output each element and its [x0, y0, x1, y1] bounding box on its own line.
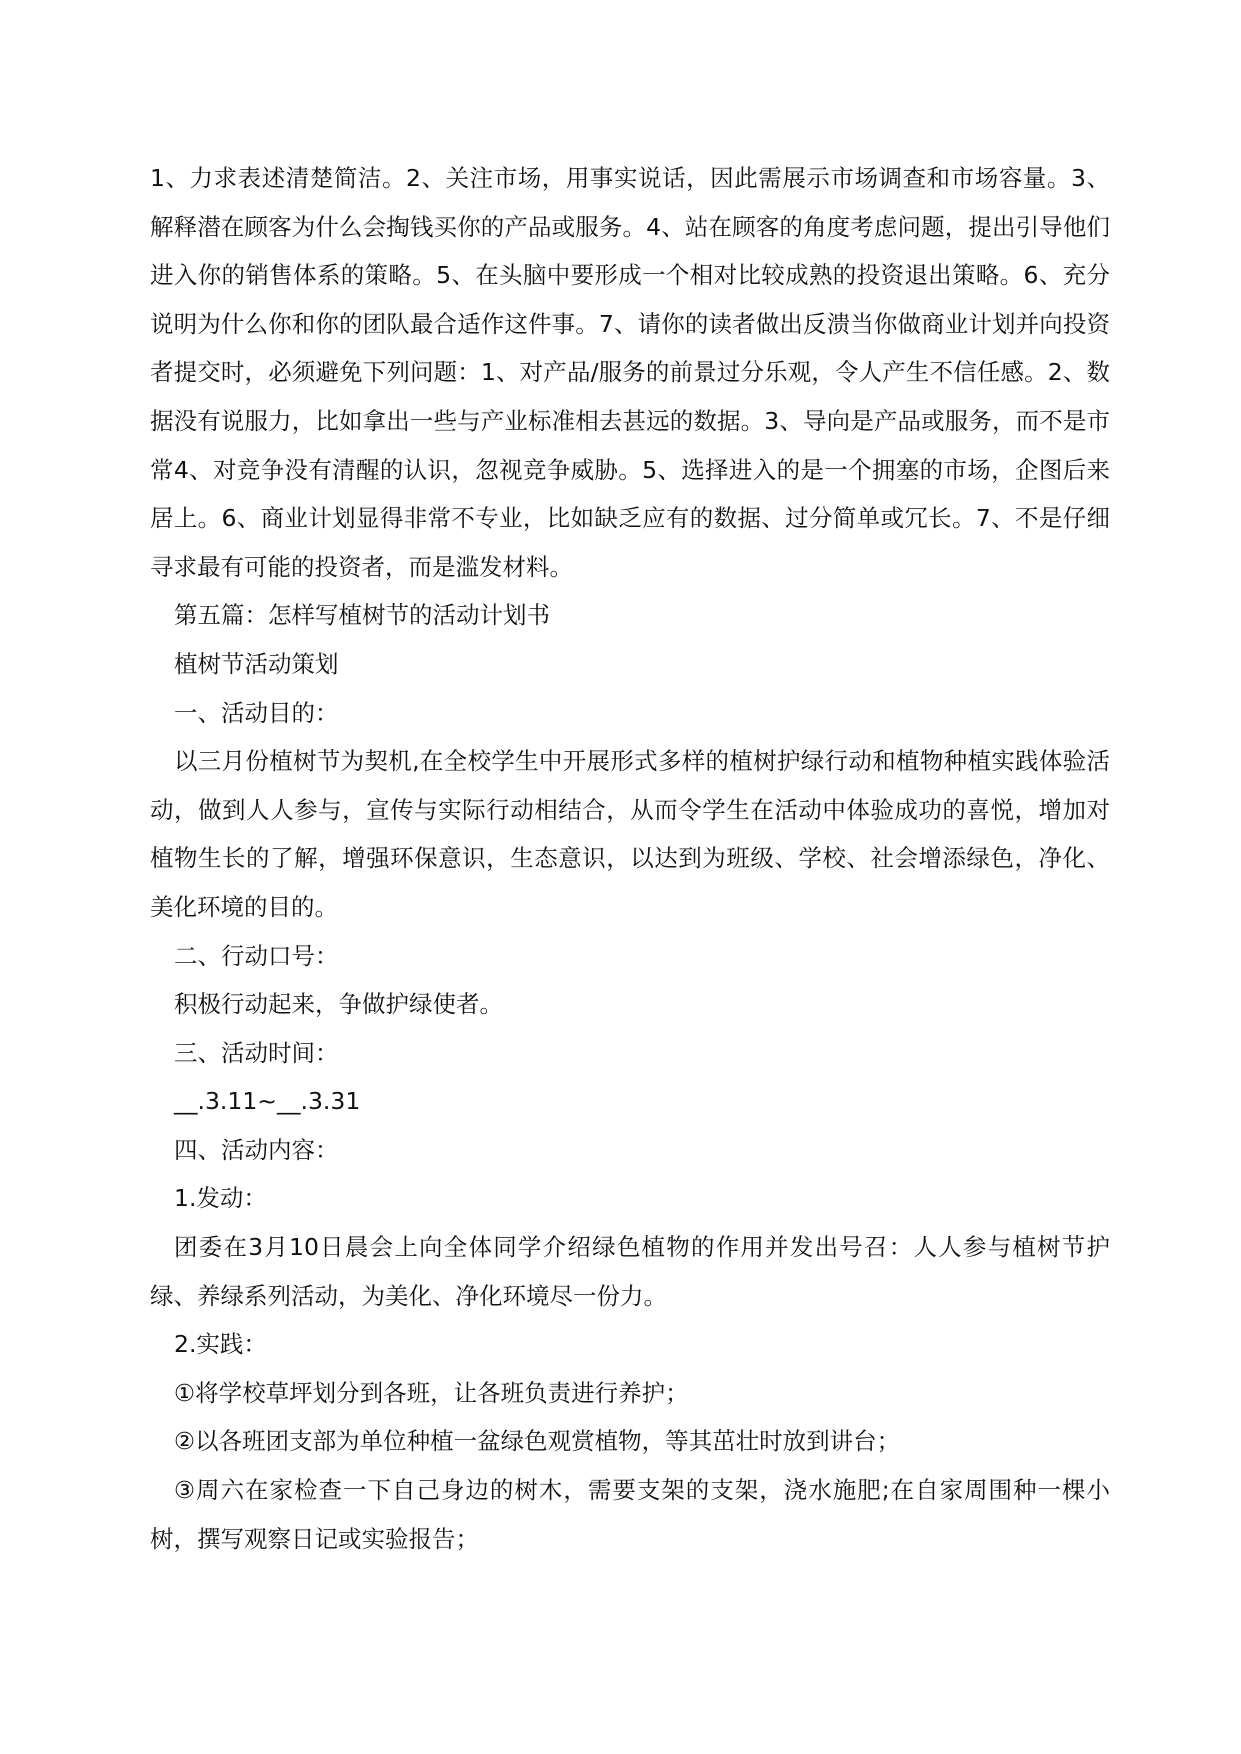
- section-body-slogan: 积极行动起来，争做护绿使者。: [174, 990, 503, 1019]
- item-heading-practice: 2.实践：: [174, 1330, 267, 1359]
- practice-point-3: ③周六在家检查一下自己身边的树木，需要支架的支架，浇水施肥;在自家周围种一棵小树，撰写观察日记或实验报告；: [150, 1476, 1110, 1553]
- document-page: [150, 154, 1110, 1563]
- item-heading-mobilize: 1.发动：: [174, 1184, 267, 1213]
- plan-title: 植树节活动策划: [174, 649, 339, 678]
- section-heading-purpose: 一、活动目的：: [174, 698, 339, 727]
- section-body-time: __.3.11~__.3.31: [174, 1087, 361, 1116]
- section-heading-content: 四、活动内容：: [174, 1135, 339, 1164]
- section-heading-time: 三、活动时间：: [174, 1038, 339, 1067]
- practice-point-2: ②以各班团支部为单位种植一盆绿色观赏植物，等其茁壮时放到讲台；: [174, 1427, 901, 1456]
- intro-paragraph: 1、力求表述清楚简洁。2、关注市场，用事实说话，因此需展示市场调查和市场容量。3、解释潜在顾客为什么会掏钱买你的产品或服务。4、站在顾客的角度考虑问题，提出引导他们进入你的销售体系的策略。5、在头脑中要形成一个相对比较成熟的投资退出策略。6、充分说明为什么你和你的团队最合适作这件事。7、请你的读者做出反溃当你做商业计划并向投资者提交时，必须避免下列问题：1、对产品/服务的前景过分乐观，令人产生不信任感。2、数据没有说服力，比如拿出一些与产业标准相去甚远的数据。3、导向是产品或服务，而不是市常4、对竞争没有清醒的认识，忽视竞争威胁。5、选择进入的是一个拥塞的市场，企图后来居上。6、商业计划显得非常不专业，比如缺乏应有的数据、过分简单或冗长。7、不是仔细寻求最有可能的投资者，而是滥发材料。: [150, 164, 1110, 581]
- practice-point-1: ①将学校草坪划分到各班，让各班负责进行养护；: [174, 1378, 689, 1407]
- section-heading-slogan: 二、行动口号：: [174, 941, 339, 970]
- section-body-purpose: 以三月份植树节为契机,在全校学生中开展形式多样的植树护绿行动和植物种植实践体验活动，做到人人参与，宣传与实际行动相结合，从而令学生在活动中体验成功的喜悦，增加对植物生长的了解，增强环保意识，生态意识，以达到为班级、学校、社会增添绿色，净化、美化环境的目的。: [150, 747, 1110, 921]
- chapter-title: 第五篇：怎样写植树节的活动计划书: [174, 601, 550, 630]
- item-body-mobilize: 团委在3月10日晨会上向全体同学介绍绿色植物的作用并发出号召：人人参与植树节护绿、养绿系列活动，为美化、净化环境尽一份力。: [150, 1233, 1110, 1310]
